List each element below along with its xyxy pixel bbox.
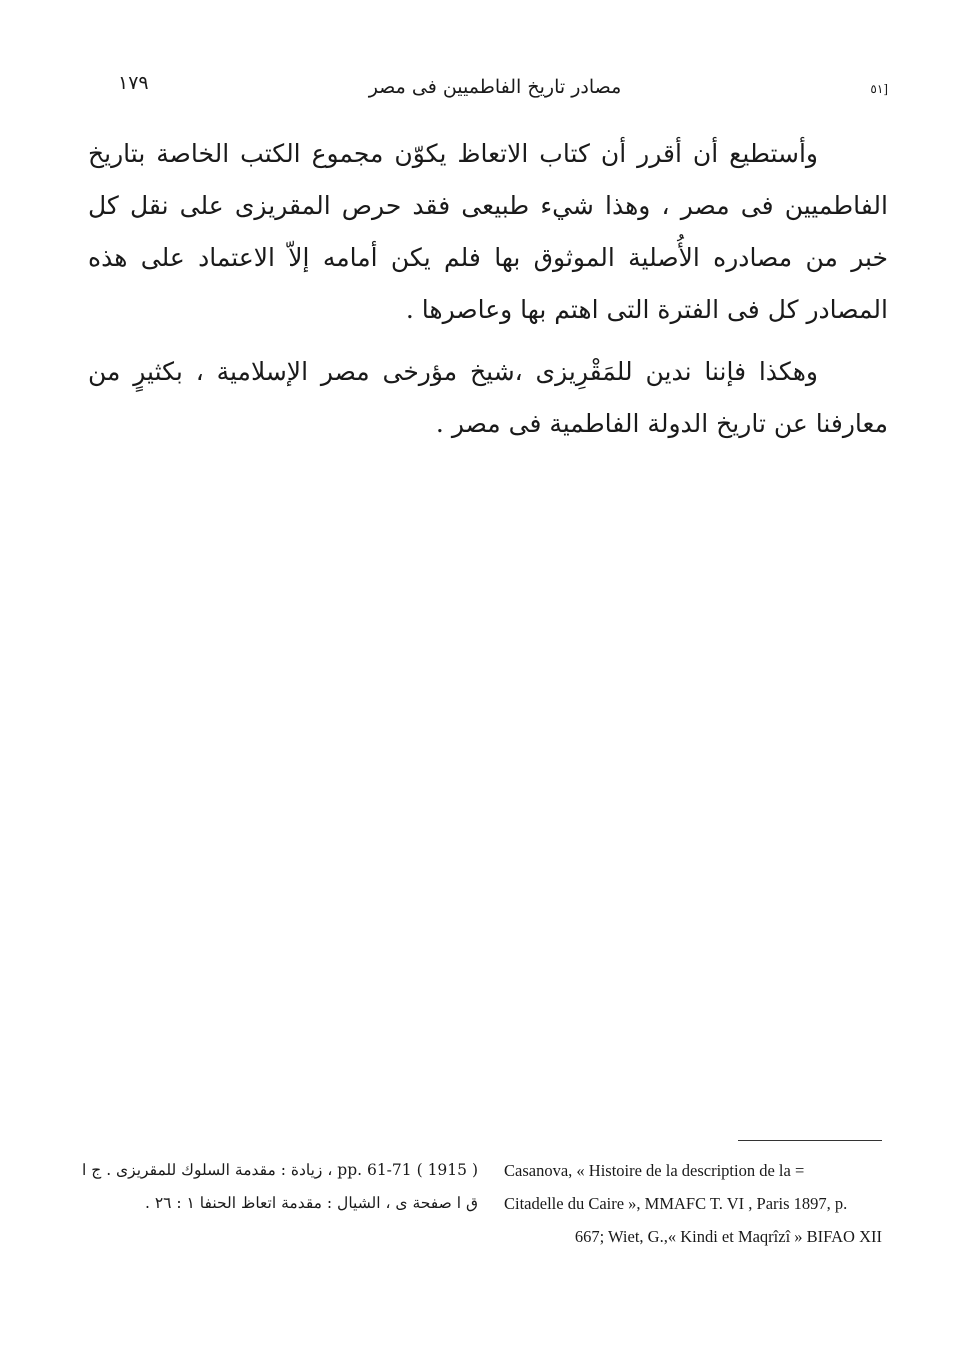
footnote-line: Citadelle du Caire », MMAFC T. VI , Paris 1897, p. [504, 1194, 848, 1213]
running-title: مصادر تاريخ الفاطميين فى مصر [368, 76, 622, 98]
footnote-line: ( 1915 ) pp. 61-71 ، زيادة : مقدمة السلوك للمقريزى . ج ا [82, 1161, 478, 1179]
footnote-divider [738, 1140, 882, 1141]
footnote-line: 667; Wiet, G.,« Kindi et Maqrîzî » BIFAO XII [574, 1227, 882, 1246]
page-number: ١٧٩ [118, 72, 149, 94]
page-header [100, 72, 890, 108]
folio-mark: [٥١ [870, 82, 888, 96]
footnote-line: ق ا صفحة ى ، الشيال : مقدمة اتعاظ الحنفا ١ : ٢٦ . [144, 1194, 478, 1212]
footnote-line: Casanova, « Histoire de la description de la = [504, 1161, 805, 1180]
main-text [88, 128, 888, 460]
paragraph: وأستطيع أن أقرر أن كتاب الاتعاظ يكوّن مجموع الكتب الخاصة بتاريخ الفاطميين فى مصر ، وهذا شيء طبيعى فقد حرص المقريزى على نقل كل خبر من مصادره الأُصلية الموثوق بها فلم يكن أمامه إلاّ الاعتماد على هذه المصادر كل فى الفترة التى اهتم بها وعاصرها . [88, 139, 888, 324]
footnote-arabic [80, 1154, 478, 1220]
footnote-latin [504, 1154, 882, 1253]
paragraph: وهكذا فإننا ندين للمَقْرِيزى ،شيخ مؤرخى مصر الإسلامية ، بكثيرٍ من معارفنا عن تاريخ الدولة الفاطمية فى مصر . [88, 357, 888, 438]
